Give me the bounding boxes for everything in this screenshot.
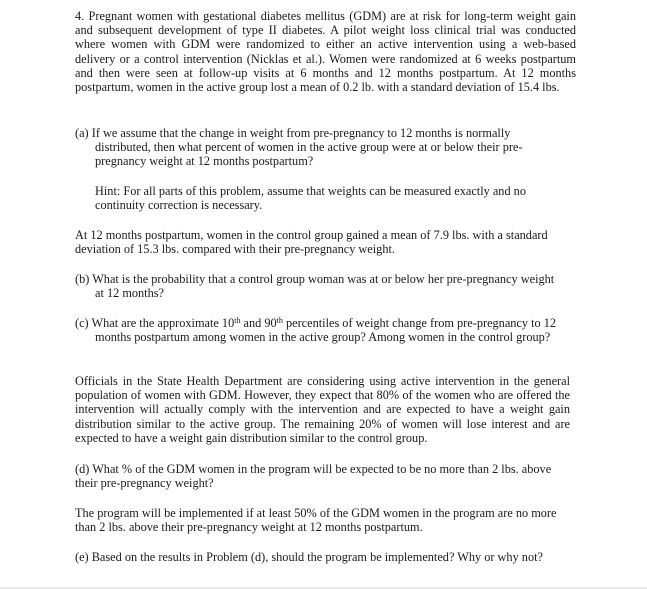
question-c-mid: and 90 [240, 316, 277, 330]
question-c-superscript-2: th [276, 316, 283, 325]
question-d: (d) What % of the GDM women in the program will be expected to be no more than 2 lbs. above their pre-pregnancy weight? [75, 462, 552, 491]
question-c-tail: percentiles of weight change from pre-pregnancy to 12 months postpartum among women in the active group? Among women in the control group? [95, 316, 557, 345]
question-c [75, 316, 575, 344]
question-e: (e) Based on the results in Problem (d), should the program be implemented? Why or why not? [75, 550, 543, 564]
question-c-superscript-1: th [234, 316, 241, 325]
control-group-paragraph: At 12 months postpartum, women in the control group gained a mean of 7.9 lbs. with a standard deviation of 15.3 lbs. compared with their pre-pregnancy weight. [75, 228, 548, 257]
question-a: (a) If we assume that the change in weight from pre-pregnancy to 12 months is normally distributed, then what percent of women in the active group were at or below their pre-pregnancy weight at 12 months postpartum? [75, 126, 523, 169]
question-b: (b) What is the probability that a control group woman was at or below her pre-pregnancy weight at 12 months? [75, 272, 555, 301]
officials-paragraph: Officials in the State Health Department are considering using active intervention in the general population of women with GDM. However, they expect that 80% of the women who are offered the intervention will actually comply with the intervention and are expected to have a weight gain distribution similar to the active group. The remaining 20% of women will lose interest and are expected to have a weight gain distribution similar to the control group. [75, 374, 570, 445]
hint-paragraph: Hint: For all parts of this problem, assume that weights can be measured exactly and no continuity correction is necessary. [95, 184, 526, 213]
problem-intro-paragraph: 4. Pregnant women with gestational diabetes mellitus (GDM) are at risk for long-term weight gain and subsequent development of type II diabetes. A pilot weight loss clinical trial was conducted where women with GDM were randomized to either an active intervention using a web-based delivery or a control intervention (Nicklas et al.). Women were randomized at 6 weeks postpartum and then were seen at follow-up visits at 6 months and 12 months postpartum. At 12 months postpartum, women in the active group lost a mean of 0.2 lb. with a standard deviation of 15.4 lbs. [75, 9, 576, 95]
question-c-lead: (c) What are the approximate 10 [75, 316, 235, 330]
implementation-paragraph: The program will be implemented if at least 50% of the GDM women in the program are no more than 2 lbs. above their pre-pregnancy weight at 12 months postpartum. [75, 506, 557, 535]
